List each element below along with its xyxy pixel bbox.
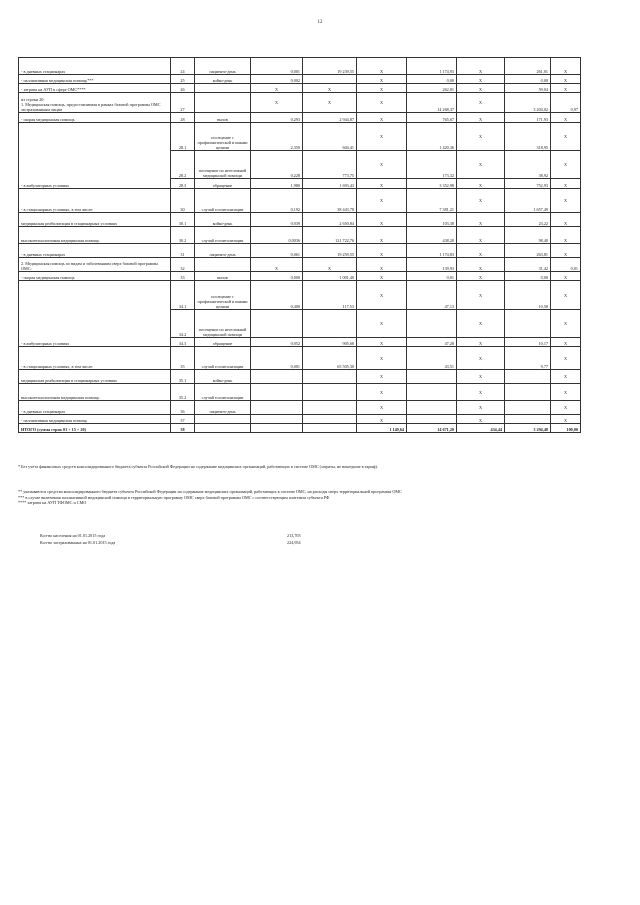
table-row (19, 347, 581, 370)
cell: X (457, 58, 505, 75)
row-code: 30.2 (171, 227, 195, 244)
cell: 3 294,48 (505, 424, 551, 433)
cell: 3 352,98 (407, 179, 457, 189)
cell: 100,00 (551, 424, 581, 433)
row-code: 35.2 (171, 384, 195, 401)
footnote-single-star: * Без учета финансовых средств консолидированного бюджета субъекта Российской Федерации на содержание медицинских организаций, работающих в системе ОМС (затраты, не вошедшие в тариф). (18, 464, 378, 469)
cell: 65 505,30 (303, 347, 357, 370)
row-name: - в дневных стационарах (19, 401, 171, 415)
cell: 434,44 (457, 424, 505, 433)
row-unit (195, 424, 251, 433)
cell: 23,22 (505, 213, 551, 227)
table-row (19, 272, 581, 281)
cell: 0,228 (251, 151, 303, 179)
cell: X (357, 281, 407, 310)
cell: 2 944,87 (303, 113, 357, 123)
cell: 318,95 (505, 123, 551, 151)
cell: 3 204,02 (505, 93, 551, 113)
cell: X (551, 213, 581, 227)
cell (251, 415, 303, 424)
cell: 0,001 (251, 58, 303, 75)
cell: 0,061 (251, 244, 303, 258)
row-code: 26 (171, 84, 195, 93)
cell: 2 650,84 (303, 213, 357, 227)
row-name: - паллиативная медицинская помощь*** (19, 75, 171, 84)
table-row (19, 93, 581, 113)
row-code: 33 (171, 272, 195, 281)
table-row (19, 401, 581, 415)
cell: X (357, 189, 407, 213)
cell: X (303, 93, 357, 113)
cell: X (357, 123, 407, 151)
cell: X (303, 258, 357, 272)
row-code: 36 (171, 401, 195, 415)
cell: X (357, 401, 407, 415)
cell: X (457, 384, 505, 401)
cell (251, 370, 303, 384)
row-code: 34.1 (171, 281, 195, 310)
cell: 765,67 (407, 113, 457, 123)
cell: 1 174,93 (407, 58, 457, 75)
cell: 0,039 (251, 213, 303, 227)
cell: X (457, 189, 505, 213)
cell (505, 384, 551, 401)
cell: X (357, 179, 407, 189)
cell: X (551, 179, 581, 189)
cell: 0,00 (407, 75, 457, 84)
row-unit: случай госпитализации (195, 227, 251, 244)
cell: X (551, 310, 581, 338)
footnote-double-star: ** указываются средства консолидированного бюджета субъекта Российской Федерации на содержание медицинских организаций, работающих в системе ОМС, на расходы сверх территориальной программы ОМС (18, 489, 402, 494)
table-row (19, 370, 581, 384)
cell: 1 420,36 (407, 123, 457, 151)
cell: 1 149,64 (357, 424, 407, 433)
cell: X (357, 227, 407, 244)
table-row (19, 84, 581, 93)
cell: 0,01 (551, 258, 581, 272)
row-name: - в амбулаторных условиях (19, 123, 171, 189)
cell: X (551, 58, 581, 75)
cell: 0,00 (505, 75, 551, 84)
cell: X (551, 227, 581, 244)
row-code: 27 (171, 93, 195, 113)
cell (407, 370, 457, 384)
table-body (19, 58, 581, 433)
cell (407, 310, 457, 338)
cell: X (357, 415, 407, 424)
cell: 604,41 (303, 123, 357, 151)
table-row (19, 113, 581, 123)
table-row (19, 415, 581, 424)
population-label: Кол-во населения на 01.01.2015 года (40, 533, 106, 538)
cell (407, 401, 457, 415)
population-stats (40, 533, 440, 546)
row-unit: случай госпитализации (195, 384, 251, 401)
cell (303, 370, 357, 384)
cell: X (551, 401, 581, 415)
row-unit: посещение с профилактической и иными целями (195, 123, 251, 151)
cell (303, 424, 357, 433)
cell: 98,40 (505, 227, 551, 244)
cell (505, 370, 551, 384)
row-unit: койко-день (195, 213, 251, 227)
cell: X (457, 338, 505, 347)
table-row (19, 75, 581, 84)
cell: 173,32 (407, 151, 457, 179)
row-unit: обращение (195, 338, 251, 347)
row-name: из строки 20: 1. Медицинская помощь, предоставляемая в рамках базовой программы ОМС застрахованным лицам (19, 93, 171, 113)
cell: X (551, 347, 581, 370)
cell: X (457, 179, 505, 189)
cell: X (357, 310, 407, 338)
cell: 0,002 (251, 75, 303, 84)
cell (303, 415, 357, 424)
cell: X (457, 272, 505, 281)
cell: 1 657,49 (505, 189, 551, 213)
cell: X (357, 370, 407, 384)
row-unit: пациенто-день (195, 401, 251, 415)
row-code: 32 (171, 258, 195, 272)
footnote-quad-star: **** затраты на АУП ТФОМС и СМО (18, 500, 87, 505)
population-value: 213,703 (287, 533, 301, 538)
cell (407, 415, 457, 424)
cell: 43,51 (407, 347, 457, 370)
cell: 31,42 (505, 258, 551, 272)
cell: 139,93 (407, 258, 457, 272)
row-code: 30.1 (171, 213, 195, 227)
row-unit: посещение по неотложной медицинской помощи (195, 151, 251, 179)
row-name: медицинская реабилитация в стационарных условиях (19, 213, 171, 227)
cell: 1 693,43 (303, 179, 357, 189)
row-name: - в дневных стационарах (19, 58, 171, 75)
cell: X (357, 84, 407, 93)
cell: X (551, 113, 581, 123)
row-unit: вызов (195, 272, 251, 281)
cell (505, 415, 551, 424)
cell: 0,192 (251, 189, 303, 213)
cell: X (357, 93, 407, 113)
cell: 438,20 (407, 227, 457, 244)
cell: X (457, 258, 505, 272)
cell: X (251, 93, 303, 113)
cell: 773,75 (303, 151, 357, 179)
insured-row (40, 540, 440, 547)
cell: 117,53 (303, 281, 357, 310)
cell: X (551, 75, 581, 84)
row-unit: койко-день (195, 75, 251, 84)
cell: 2,350 (251, 123, 303, 151)
cell: X (457, 347, 505, 370)
cell: 0,01 (407, 272, 457, 281)
cell: 19 239,55 (303, 58, 357, 75)
table-row (19, 189, 581, 213)
row-name: высокотехнологичная медицинская помощь (19, 227, 171, 244)
cell: X (457, 93, 505, 113)
cell: X (457, 213, 505, 227)
page-number: 12 (317, 20, 323, 25)
row-unit (195, 93, 251, 113)
row-code: 38 (171, 424, 195, 433)
row-code: 35 (171, 347, 195, 370)
cell: 10,17 (505, 338, 551, 347)
cell: X (551, 281, 581, 310)
row-name: - в амбулаторных условиях (19, 281, 171, 347)
cell: X (357, 347, 407, 370)
table-row (19, 213, 581, 227)
cell: 0,00 (505, 272, 551, 281)
cell: X (457, 415, 505, 424)
table-row (19, 227, 581, 244)
row-name: - скорая медицинская помощь (19, 272, 171, 281)
cell: 9,77 (505, 347, 551, 370)
table-row-total (19, 424, 581, 433)
cell: 47,13 (407, 281, 457, 310)
table-row (19, 58, 581, 75)
cell: X (457, 401, 505, 415)
row-unit (195, 84, 251, 93)
row-name: - в дневных стационарах (19, 244, 171, 258)
table-row (19, 244, 581, 258)
row-name: - скорая медицинская помощь (19, 113, 171, 123)
row-code: 25 (171, 75, 195, 84)
cell: 38,92 (505, 151, 551, 179)
cell: 0,400 (251, 281, 303, 310)
cell: 905,68 (303, 338, 357, 347)
cell (251, 401, 303, 415)
row-name: - паллиативная медицинская помощь (19, 415, 171, 424)
table-row (19, 384, 581, 401)
cell: X (551, 272, 581, 281)
cell: X (551, 415, 581, 424)
row-unit: посещение по неотложной медицинской помощи (195, 310, 251, 338)
row-unit: обращение (195, 179, 251, 189)
cell: X (457, 370, 505, 384)
cell: 1 001,40 (303, 272, 357, 281)
row-unit: случай госпитализации (195, 189, 251, 213)
cell: X (251, 84, 303, 93)
cell: X (357, 338, 407, 347)
cell (303, 401, 357, 415)
cell: X (551, 370, 581, 384)
cell (303, 384, 357, 401)
cell: 752,93 (505, 179, 551, 189)
row-name: 2. Медицинская помощь по видам и заболеваниям сверх базовой программы ОМС: (19, 258, 171, 272)
cell: 47,28 (407, 338, 457, 347)
program-table (18, 57, 581, 433)
cell (505, 310, 551, 338)
row-code: 28.2 (171, 151, 195, 179)
cell: X (357, 213, 407, 227)
cell: X (457, 84, 505, 93)
cell: X (457, 227, 505, 244)
cell: X (303, 84, 357, 93)
cell: 103,38 (407, 213, 457, 227)
row-unit: посещение с профилактической и иными целями (195, 281, 251, 310)
cell: 0,001 (251, 347, 303, 370)
cell: 14 268,37 (407, 93, 457, 113)
cell: 38 443,78 (303, 189, 357, 213)
cell: X (457, 113, 505, 123)
cell: 121 722,76 (303, 227, 357, 244)
row-name: - затраты на АУП в сфере ОМС**** (19, 84, 171, 93)
cell: 263,81 (505, 244, 551, 258)
cell (251, 424, 303, 433)
cell: X (357, 113, 407, 123)
row-unit: случай госпитализации (195, 347, 251, 370)
cell: 0,0036 (251, 227, 303, 244)
cell: X (457, 151, 505, 179)
row-code: 28.1 (171, 123, 195, 151)
cell: X (551, 151, 581, 179)
cell: X (551, 189, 581, 213)
insured-label: Кол-во застрахованных на 01.01.2015 года (40, 539, 116, 545)
cell: X (551, 338, 581, 347)
footnotes-block (18, 489, 618, 506)
row-code: 28.3 (171, 179, 195, 189)
row-code: 30 (171, 189, 195, 213)
cell (407, 384, 457, 401)
cell: X (551, 384, 581, 401)
cell: 7 381,21 (407, 189, 457, 213)
row-name: высокотехнологичная медицинская помощь (19, 384, 171, 401)
cell: 19 259,55 (303, 244, 357, 258)
cell: 262,01 (407, 84, 457, 93)
row-code: 34.2 (171, 310, 195, 338)
cell: X (357, 384, 407, 401)
table-row (19, 123, 581, 151)
row-unit: пациенто-день (195, 58, 251, 75)
cell (251, 384, 303, 401)
footnote-triple-star: *** в случае включения паллиативной медицинской помощи в территориальную программу ОМС сверх базовой программы ОМС с соответствующим платежом субъекта РФ (18, 494, 330, 500)
cell: 171,93 (505, 113, 551, 123)
cell: X (551, 84, 581, 93)
cell: 1,980 (251, 179, 303, 189)
cell: 0,293 (251, 113, 303, 123)
row-name: - в стационарных условиях, в том числе: (19, 347, 171, 370)
table-row (19, 281, 581, 310)
cell: X (357, 258, 407, 272)
row-code: 35.1 (171, 370, 195, 384)
cell: 0,000 (251, 272, 303, 281)
row-unit (195, 415, 251, 424)
row-code: 28 (171, 113, 195, 123)
row-name: ИТОГО (сумма строк 01 + 15 + 20) (19, 424, 171, 433)
cell: X (457, 310, 505, 338)
row-name: медицинская реабилитация в стационарных условиях (19, 370, 171, 384)
cell: X (551, 123, 581, 151)
cell: X (357, 244, 407, 258)
cell: X (357, 272, 407, 281)
cell: X (357, 151, 407, 179)
cell: 0,97 (551, 93, 581, 113)
cell: X (551, 244, 581, 258)
cell: X (457, 281, 505, 310)
row-code: 37 (171, 415, 195, 424)
row-code: 24 (171, 58, 195, 75)
cell: 10,58 (505, 281, 551, 310)
cell: X (457, 75, 505, 84)
row-code: 31 (171, 244, 195, 258)
cell (303, 75, 357, 84)
insured-value: 224,954 (287, 539, 301, 545)
cell (251, 310, 303, 338)
cell (505, 401, 551, 415)
row-code: 34.3 (171, 338, 195, 347)
cell: X (251, 258, 303, 272)
cell: X (357, 58, 407, 75)
row-unit: койко-день (195, 370, 251, 384)
cell: 14 671,20 (407, 424, 457, 433)
cell: 1 174,83 (407, 244, 457, 258)
row-unit: пациенто-день (195, 244, 251, 258)
row-name: - в стационарных условиях, в том числе: (19, 189, 171, 213)
cell: 0,052 (251, 338, 303, 347)
cell (303, 310, 357, 338)
cell: X (457, 123, 505, 151)
cell: X (457, 244, 505, 258)
cell: 261,01 (505, 58, 551, 75)
row-unit: вызов (195, 113, 251, 123)
table-row (19, 258, 581, 272)
row-unit (195, 258, 251, 272)
cell: X (357, 75, 407, 84)
cell: 59,04 (505, 84, 551, 93)
